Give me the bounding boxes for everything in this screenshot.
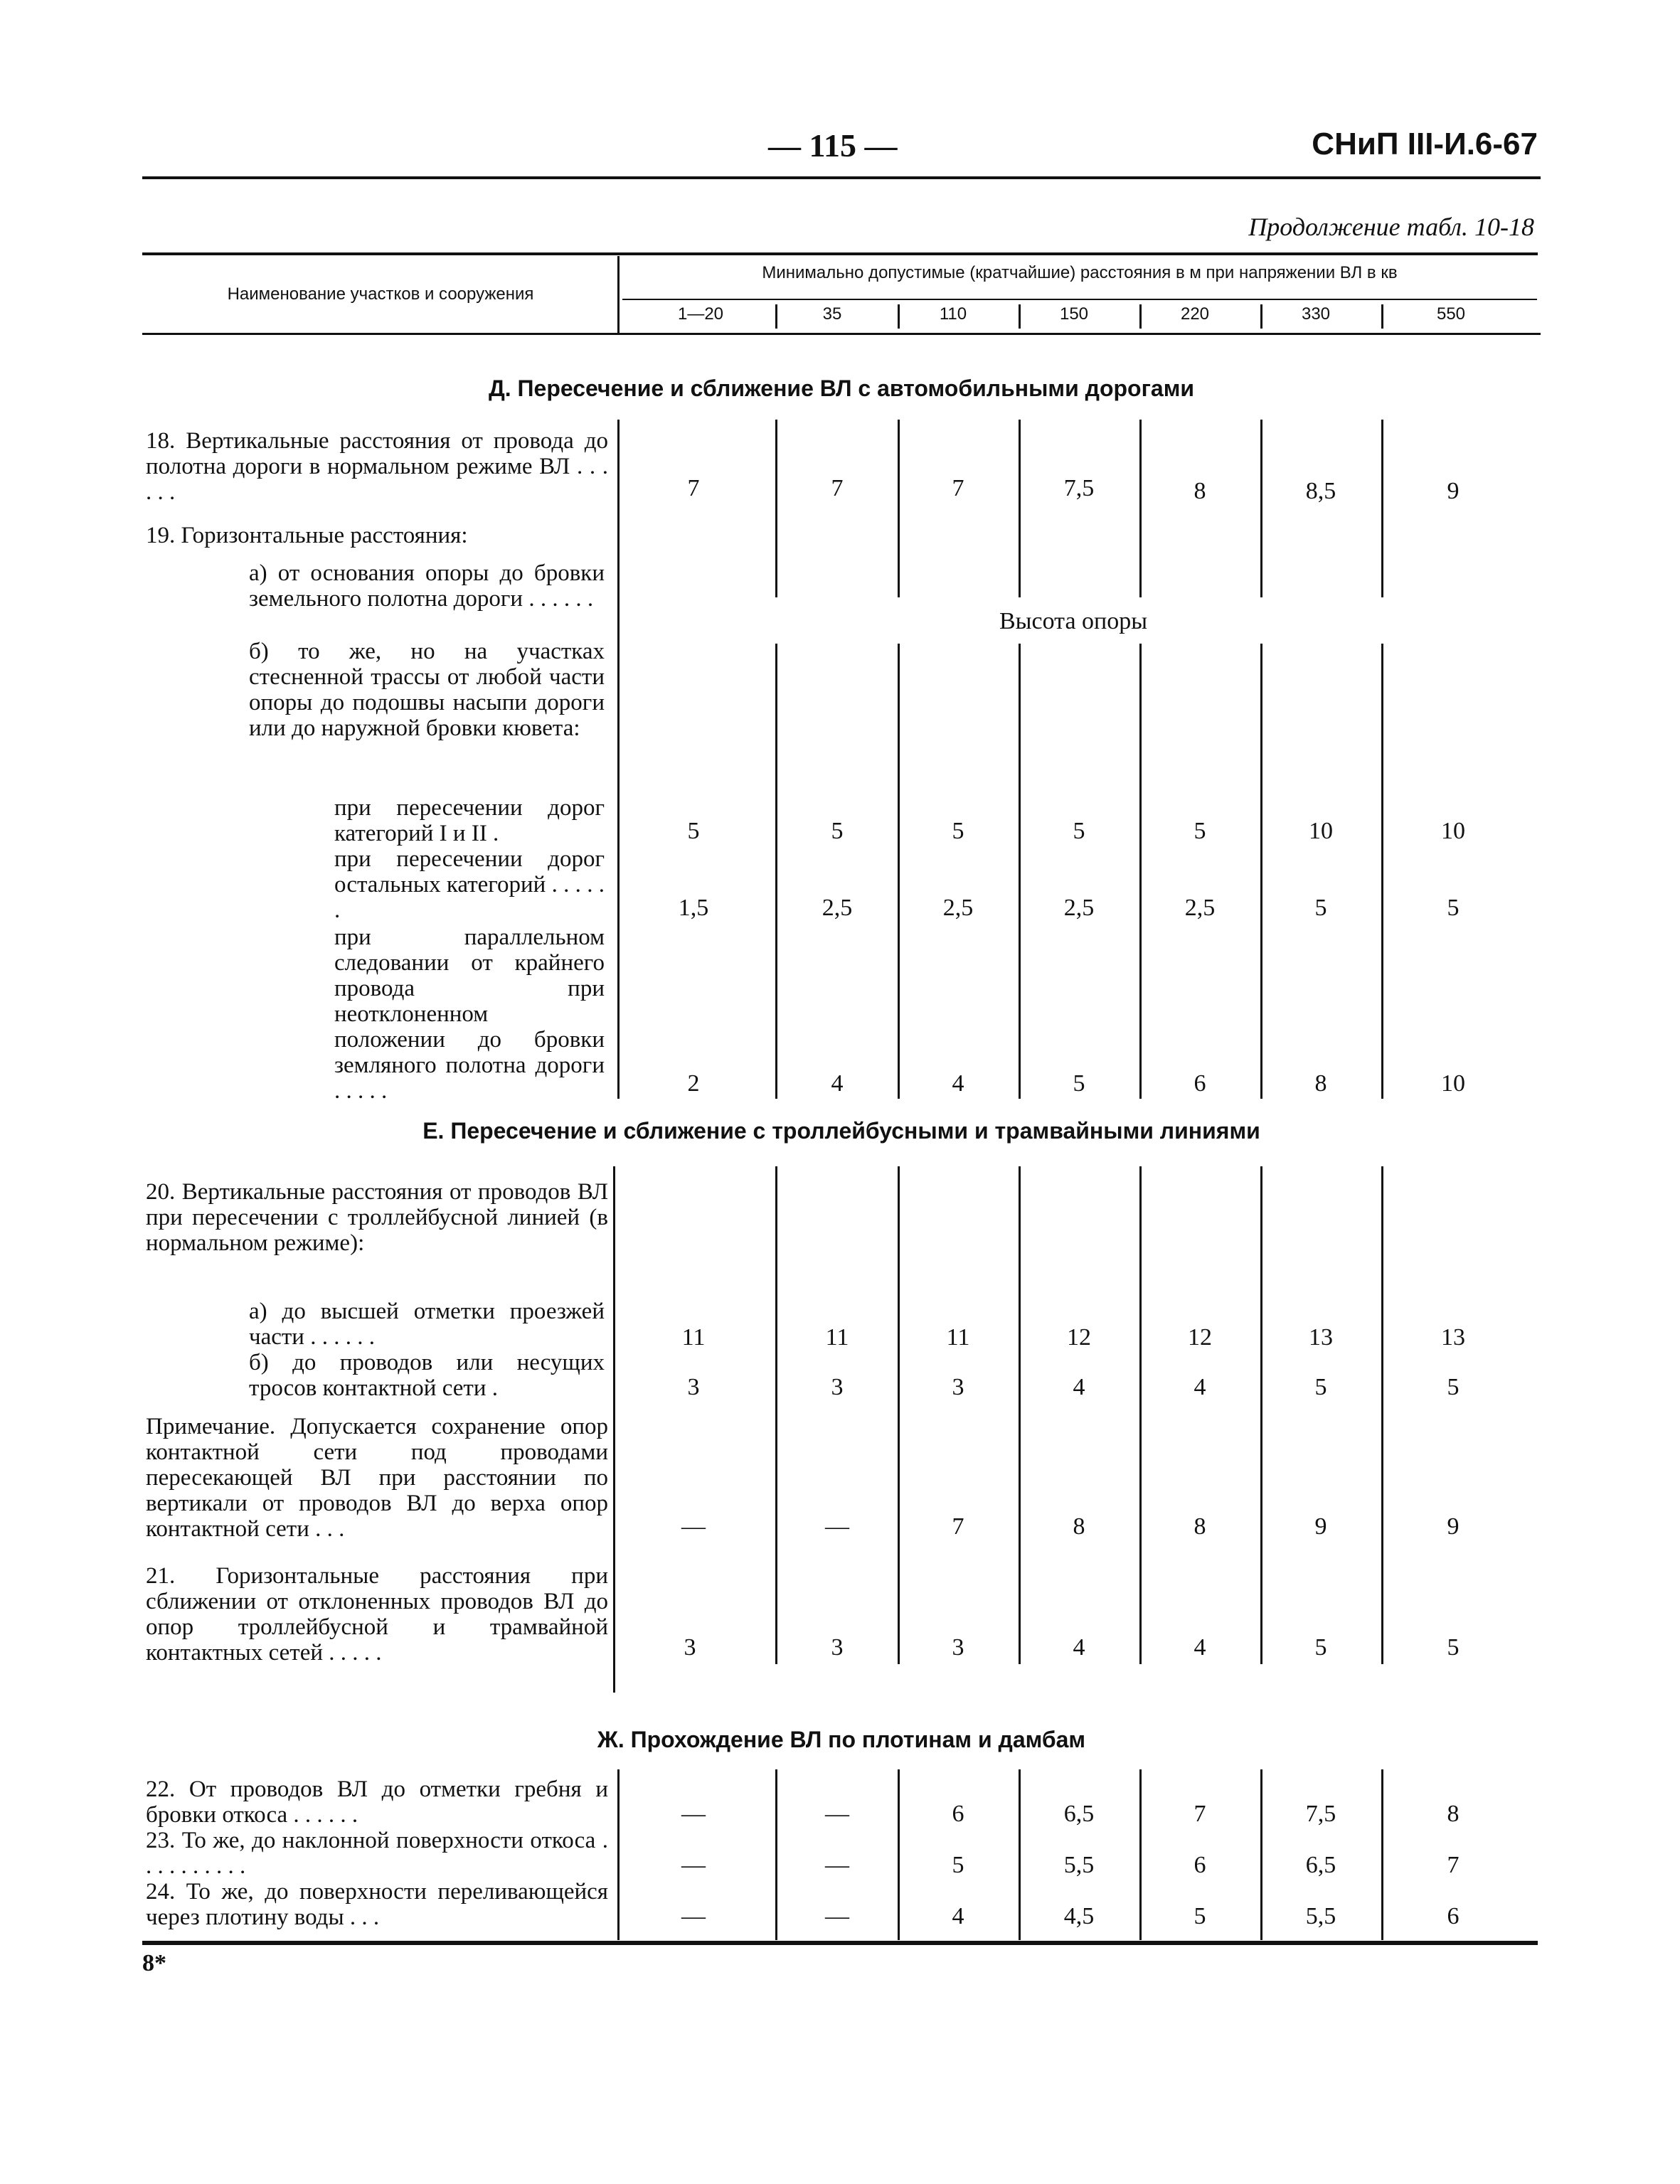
row-label-19a: а) от основания опоры до бровки земельного полотна дороги . . . . . . [249,560,605,612]
table-cell: 7 [1447,1852,1460,1878]
table-cell: 7 [952,1513,964,1540]
table-cell: 8 [1193,478,1206,504]
column-line [1019,420,1021,597]
voltage-header: Минимально допустимые (кратчайшие) расстояния в м при напряжении ВЛ в кв [762,263,1398,282]
table-cell: 4 [831,1070,844,1097]
table-cell: 4 [1073,1374,1085,1400]
table-cell: 1,5 [678,895,709,921]
column-line [1381,1166,1383,1664]
table-cell: — [681,1852,706,1878]
column-line [898,644,900,1099]
table-cell: 6,5 [1305,1852,1336,1878]
row-label-24: 24. То же, до поверхности переливающейся через плотину воды . . . [146,1879,608,1930]
column-line [1260,420,1262,597]
column-divider [1381,304,1383,329]
table-cell: 8,5 [1305,478,1336,504]
row-label-19b-3: при параллельном следовании от крайнего провода при неотклоненном положении до бровки земляного полотна дороги . . . . . [334,925,605,1104]
table-cell: 8 [1073,1513,1085,1540]
column-line [1019,1166,1021,1664]
row-label-23: 23. То же, до наклонной поверхности откоса . . . . . . . . . . [146,1828,608,1879]
header-bottom-rule [142,333,1541,335]
table-cell: 7,5 [1063,475,1095,501]
column-divider [898,304,900,329]
table-cell: 9 [1447,1513,1460,1540]
table-cell: 5 [1447,895,1460,921]
table-cell: 5,5 [1305,1903,1336,1929]
row-label-21: 21. Горизонтальные расстояния при сближении от отклоненных проводов ВЛ до опор троллейбусной и трамвайной контактных сетей . . . . . [146,1563,608,1666]
table-cell: 7 [687,475,700,501]
column-line [898,1166,900,1664]
table-cell: — [825,1852,849,1878]
table-cell: 4 [1193,1634,1206,1661]
table-cell: 13 [1441,1324,1465,1351]
table-cell: 8 [1447,1801,1460,1827]
table-cell: 10 [1441,1070,1465,1097]
table-cell: 5 [1447,1374,1460,1400]
column-line [898,420,900,597]
row-label-20b: б) до проводов или несущих тросов контактной сети . [249,1350,605,1401]
table-cell: 10 [1309,818,1333,844]
column-header-name: Наименование участков и сооружения [227,284,534,304]
column-line [617,597,620,1099]
column-line [1260,1166,1262,1664]
table-cell: — [681,1903,706,1929]
column-line [1139,644,1142,1099]
table-cell: 6 [952,1801,964,1827]
header-rule [142,176,1541,179]
row-label-19b-1: при пересечении дорог категорий I и II . [334,795,605,846]
table-cell: 5 [952,818,964,844]
row-label-20: 20. Вертикальные расстояния от проводов ВЛ при пересечении с троллейбусной линией (в нормальном режиме): [146,1179,608,1256]
page-number: — 115 — [768,127,898,164]
table-cell: 6 [1447,1903,1460,1929]
table-cell: 3 [684,1634,696,1661]
table-cell: 5 [1073,1070,1085,1097]
column-divider [1019,304,1021,329]
table-cell: 11 [681,1324,706,1351]
table-cell: 8 [1193,1513,1206,1540]
table-cell: — [825,1801,849,1827]
column-divider [1260,304,1262,329]
table-cell: — [681,1513,706,1540]
column-line [613,1166,615,1693]
column-head: 110 [939,304,967,324]
table-cell: 2,5 [942,895,974,921]
table-cell: 5 [1314,1374,1327,1400]
table-cell: 3 [687,1374,700,1400]
column-line [1139,1166,1142,1664]
column-head: 220 [1180,304,1210,324]
table-cell: 4 [1073,1634,1085,1661]
column-head: 35 [822,304,842,324]
table-cell: 6,5 [1063,1801,1095,1827]
table-cell: 4 [952,1070,964,1097]
column-line [775,420,777,597]
row-label-note: Примечание. Допускается сохранение опор контактной сети под проводами пересекающей ВЛ при расстоянии по вертикали от проводов ВЛ до верха опор контактной сети . . . [146,1414,608,1542]
section-title-zh: Ж. Прохождение ВЛ по плотинам и дамбам [597,1727,1086,1752]
table-cell: 3 [952,1374,964,1400]
column-line [617,1769,620,1940]
row-label-22: 22. От проводов ВЛ до отметки гребня и бровки откоса . . . . . . [146,1777,608,1828]
table-cell: 5 [831,818,844,844]
signature-mark: 8* [142,1950,166,1976]
table-cell: 2,5 [1063,895,1095,921]
table-cell: 9 [1447,478,1460,504]
column-head: 330 [1301,304,1331,324]
column-line [1381,420,1383,597]
table-cell: 8 [1314,1070,1327,1097]
table-cell: 4,5 [1063,1903,1095,1929]
table-cell: 5 [1314,895,1327,921]
column-divider [775,304,777,329]
table-cell: 7 [952,475,964,501]
table-cell: 12 [1188,1324,1212,1351]
table-cell: — [681,1801,706,1827]
column-head: 550 [1436,304,1466,324]
document-code: СНиП III-И.6-67 [1312,127,1538,161]
table-cell: 5 [1073,818,1085,844]
table-cell: 5,5 [1063,1852,1095,1878]
column-line [617,420,620,597]
table-cell: 5 [1193,1903,1206,1929]
table-cell: 5 [952,1852,964,1878]
table-cell: 7 [1193,1801,1206,1827]
merged-note-support-height: Высота опоры [999,608,1148,634]
table-cell: 3 [952,1634,964,1661]
table-continuation-caption: Продолжение табл. 10-18 [1248,213,1534,241]
row-label-20a: а) до высшей отметки проезжей части . . . . . . [249,1299,605,1350]
row-label-19b: б) то же, но на участках стесненной трассы от любой части опоры до подошвы насыпи дороги или до наружной бровки кювета: [249,639,605,741]
table-cell: 11 [825,1324,849,1351]
table-cell: 5 [1447,1634,1460,1661]
table-cell: 5 [1193,818,1206,844]
row-label-18: 18. Вертикальные расстояния от провода до полотна дороги в нормальном режиме ВЛ . . . . . . [146,428,608,505]
column-head: 1—20 [677,304,724,324]
table-cell: 2,5 [1184,895,1216,921]
column-line [1139,420,1142,597]
table-cell: 5 [1314,1634,1327,1661]
table-cell: 3 [831,1634,844,1661]
table-cell: 11 [946,1324,970,1351]
table-cell: 6 [1193,1070,1206,1097]
column-line [1019,644,1021,1099]
table-cell: 2 [687,1070,700,1097]
table-cell: 4 [1193,1374,1206,1400]
header-subrule [622,299,1537,300]
table-cell: 9 [1314,1513,1327,1540]
column-divider [1139,304,1142,329]
row-label-19: 19. Горизонтальные расстояния: [146,523,468,548]
table-cell: — [825,1513,849,1540]
column-line [1381,1769,1383,1940]
table-cell: — [825,1903,849,1929]
table-cell: 7,5 [1305,1801,1336,1827]
column-line [775,644,777,1099]
table-cell: 4 [952,1903,964,1929]
table-cell: 6 [1193,1852,1206,1878]
column-line [1381,644,1383,1099]
table-cell: 12 [1067,1324,1091,1351]
section-title-e: Е. Пересечение и сближение с троллейбусными и трамвайными линиями [422,1118,1260,1144]
column-head: 150 [1059,304,1089,324]
column-line [775,1166,777,1664]
row-label-19b-2: при пересечении дорог остальных категорий . . . . . . [334,846,605,923]
table-cell: 2,5 [822,895,853,921]
table-cell: 3 [831,1374,844,1400]
column-line [1260,644,1262,1099]
table-cell: 5 [687,818,700,844]
section-title-d: Д. Пересечение и сближение ВЛ с автомобильными дорогами [488,375,1195,401]
table-cell: 10 [1441,818,1465,844]
table-cell: 7 [831,475,844,501]
table-cell: 13 [1309,1324,1333,1351]
